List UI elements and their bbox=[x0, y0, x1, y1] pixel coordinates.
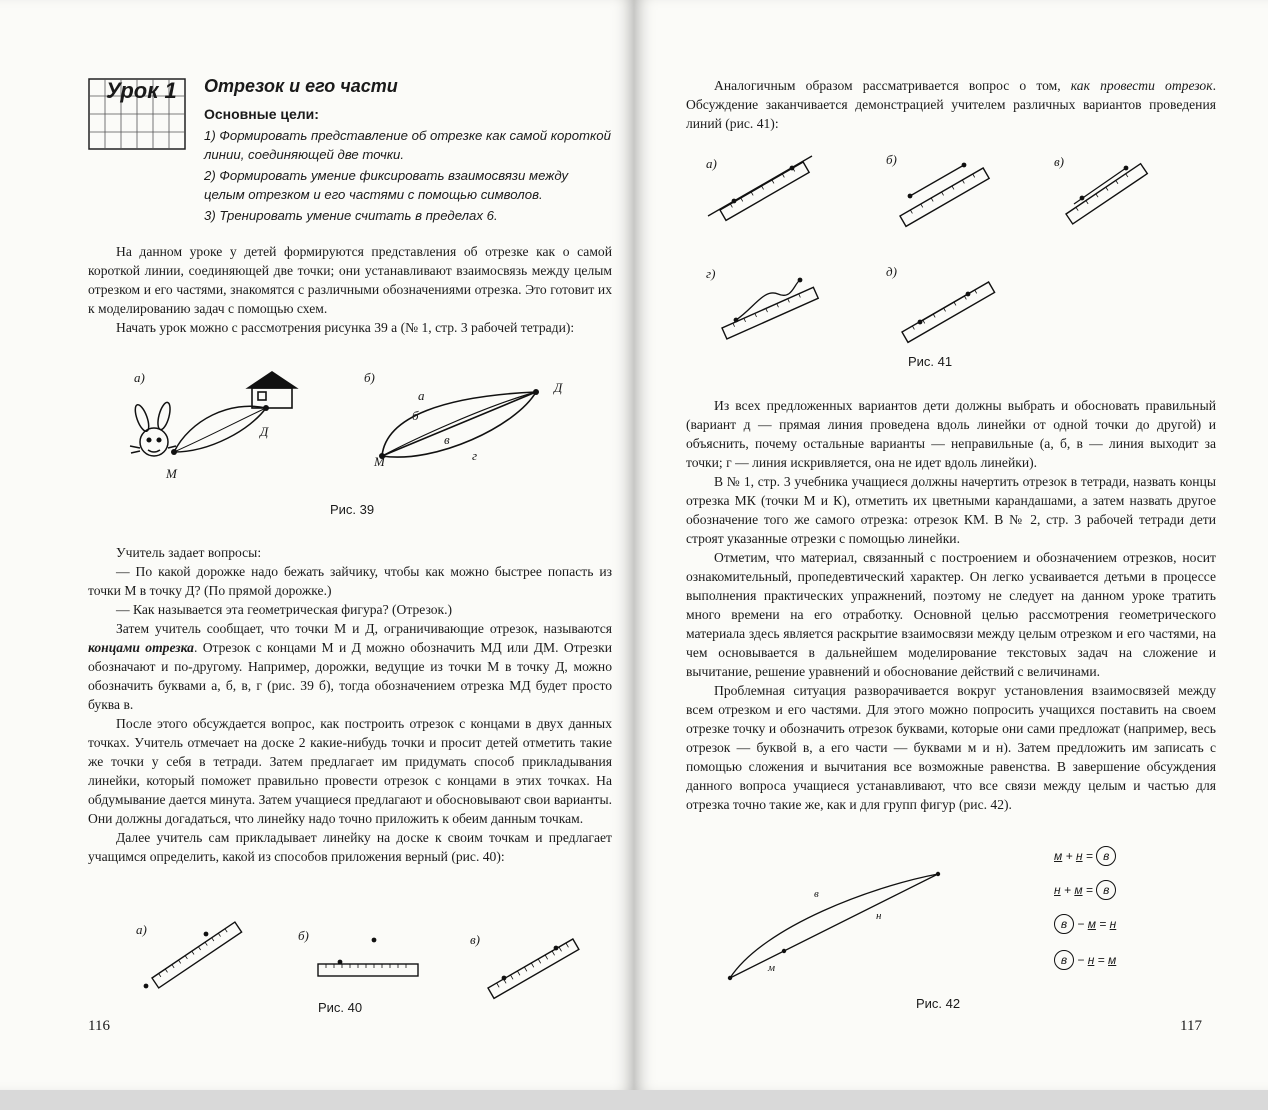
paragraph: Проблемная ситуация разворачивается вокруг установления взаимосвязей между всем отрезком и его частями. Для этого можно попросить учащихся поставить на своем отрезке точку и обозначить отрезок буквами, которые они сами предложат (например, весь отрезок — буквой в, а его части — буквами м и н). Затем предложить им записать с помощью сложения и вычитания все возможные равенства. В завершение обсуждения данного вопроса учащиеся устанавливают, что все связи между целым и частью для отрезка точно такие же, как и для групп фигур (рис. 42). bbox=[686, 683, 1216, 812]
goals-list bbox=[204, 126, 612, 227]
formula-row bbox=[1054, 846, 1116, 866]
formula-row bbox=[1054, 950, 1116, 970]
fig42-label-n: н bbox=[876, 910, 882, 922]
fig40-a-ruler bbox=[140, 914, 250, 994]
formula-op: + bbox=[1063, 883, 1071, 897]
goals-heading: Основные цели: bbox=[204, 106, 319, 122]
rabbit-icon bbox=[130, 401, 176, 456]
paragraph: В № 1, стр. 3 учебника учащиеся должны начертить отрезок в тетради, назвать концы отрезка МК (точки М и К), отметить их цветными карандашами, а затем назвать другое обозначение того же самого отрезка: отрезок КМ. В № 2, стр. 3 рабочей тетради дети строят указанные отрезки с помощью линейки. bbox=[686, 474, 1216, 546]
formula-eq: = bbox=[1097, 953, 1105, 967]
para4-start: Затем учитель сообщает, что точки М и Д, ограничивающие отрезок, называются bbox=[116, 621, 612, 636]
formula-whole-circle: в bbox=[1054, 950, 1074, 970]
paragraph: — По какой дорожке надо бежать зайчику, чтобы как можно быстрее попасть из точки М в точку Д? (По прямой дорожке.) bbox=[88, 564, 612, 598]
formula-left: н bbox=[1054, 883, 1061, 897]
fig41-g-ruler bbox=[714, 258, 824, 338]
fig41-caption: Рис. 41 bbox=[908, 354, 953, 369]
fig41-a-ruler bbox=[704, 146, 814, 222]
fig42-label-v: в bbox=[814, 888, 819, 900]
paragraph: Отметим, что материал, связанный с построением и обозначением отрезков, носит ознакомительный, пропедевтический характер. Он легко усваивается детьми в процессе выполнения практических упражнений, поэтому не следует на данном уроке тратить много времени на его отработку. Основной целью рассмотрения геометрического материала здесь является раскрытие взаимосвязи между целым отрезком и его частями, на чем основывается в дальнейшем моделирование текстовых задач на сложение и вычитание, решение уравнений и обоснование действий с величинами. bbox=[686, 550, 1216, 679]
para4-end: . Отрезок с концами М и Д можно обозначить МД или ДМ. Отрезки обозначают и по-другому. Например, дорожки, ведущие из точки М в точку Д, можно обозначить буквами а, б, в, г (рис. 39 б), тогда обозначением отрезка МД будет просто буква в. bbox=[88, 640, 612, 712]
formula-row bbox=[1054, 880, 1116, 900]
text-block-4 bbox=[686, 396, 1216, 814]
formula-row bbox=[1054, 914, 1116, 934]
fig41-label-g: г) bbox=[706, 266, 716, 281]
paragraph bbox=[686, 76, 1216, 133]
fig39-caption: Рис. 39 bbox=[330, 502, 375, 517]
formula-result-circle: в bbox=[1096, 846, 1116, 866]
paragraph: Далее учитель сам прикладывает линейку на доске к своим точкам и предлагает учащимся определить, какой из способов приложения верный (рис. 40): bbox=[88, 830, 612, 864]
text-block-2 bbox=[88, 543, 612, 866]
fig39-label-a: а) bbox=[134, 370, 145, 385]
paragraph: Учитель задает вопросы: bbox=[116, 545, 262, 560]
formula-eq: = bbox=[1085, 849, 1093, 863]
fig42-caption: Рис. 42 bbox=[916, 996, 961, 1011]
fig40-label-b: б) bbox=[298, 928, 309, 943]
paragraph: Начать урок можно с рассмотрения рисунка 39 а (№ 1, стр. 3 рабочей тетради): bbox=[116, 320, 575, 335]
fig42-label-m: м bbox=[768, 962, 776, 974]
formula-right: н bbox=[1087, 953, 1095, 967]
fig41-d-ruler bbox=[896, 262, 1006, 342]
para1-italic: как провести отрезок bbox=[1070, 78, 1213, 93]
fig42-segment-drawing bbox=[724, 866, 944, 986]
formula-right: н bbox=[1075, 849, 1083, 863]
goal-item: 1) Формировать представление об отрезке как самой короткой линии, соединяющей две точки. bbox=[204, 128, 611, 162]
fig39-b-point-m: М bbox=[374, 454, 385, 469]
para1-end: . Обсуждение заканчивается демонстрацией учителем различных вариантов проведения линий (рис. 41): bbox=[686, 78, 1216, 131]
formula-result: м bbox=[1108, 953, 1117, 967]
house-icon bbox=[248, 372, 296, 408]
fig39-path-b: б bbox=[412, 408, 419, 423]
fig41-label-d: д) bbox=[886, 264, 897, 279]
fig39-path-v: в bbox=[444, 432, 450, 447]
formula-op: − bbox=[1077, 917, 1085, 931]
fig40-b-ruler bbox=[312, 932, 422, 982]
para1-start: Аналогичным образом рассматривается вопрос о том, bbox=[714, 78, 1071, 93]
paragraph: После этого обсуждается вопрос, как построить отрезок с концами в двух данных точках. Учитель отмечает на доске 2 какие-нибудь точки и просит детей отметить такие же точки у себя в тетради. Затем предлагает им придумать способ прикладывания линейки, который поможет правильно провести отрезок с концами в этих точках. На обдумывание дается минута. Затем учащиеся предлагают и обосновывают свои варианты. Они должны догадаться, что линейку надо точно приложить к обеим данным точкам. bbox=[88, 716, 612, 826]
fig39-b-drawing bbox=[376, 386, 552, 470]
fig41-v-ruler bbox=[1060, 150, 1160, 226]
lesson-title: Отрезок и его части bbox=[204, 76, 398, 96]
fig41-label-a: а) bbox=[706, 156, 717, 171]
page-number-left: 116 bbox=[88, 1018, 110, 1034]
formula-right: м bbox=[1074, 883, 1083, 897]
fig40-caption: Рис. 40 bbox=[318, 1000, 363, 1015]
fig41-label-b: б) bbox=[886, 152, 897, 167]
term-segment-ends: концами отрезка bbox=[88, 640, 194, 655]
fig39-path-g: г bbox=[472, 448, 478, 463]
left-page bbox=[0, 0, 634, 1090]
fig39-a-point-m: М bbox=[166, 466, 177, 481]
paragraph: Из всех предложенных вариантов дети должны выбрать и обосновать правильный (вариант д — прямая линия проведена вдоль линейки от одной точки до другой) и объяснить, почему остальные варианты — неправильные (а, б, в — линия выходит за точки; г — линия искривляется, она не идет вдоль линейки). bbox=[686, 398, 1216, 470]
formula-right: м bbox=[1087, 917, 1096, 931]
fig40-label-v: в) bbox=[470, 932, 480, 947]
formula-eq: = bbox=[1085, 883, 1093, 897]
fig39-path-a: а bbox=[418, 388, 425, 403]
page-number-right: 117 bbox=[1180, 1018, 1202, 1034]
right-page bbox=[634, 0, 1268, 1090]
goal-item: 2) Формировать умение фиксировать взаимосвязи между целым отрезком и его частями с помощью символов. bbox=[204, 168, 569, 202]
formula-op: − bbox=[1077, 953, 1085, 967]
fig40-label-a: а) bbox=[136, 922, 147, 937]
formula-eq: = bbox=[1099, 917, 1107, 931]
fig39-a-drawing bbox=[130, 370, 310, 490]
fig39-b-point-d: Д bbox=[554, 380, 563, 395]
fig39-label-b: б) bbox=[364, 370, 375, 385]
paragraph: — Как называется эта геометрическая фигура? (Отрезок.) bbox=[116, 602, 453, 617]
formula-result: н bbox=[1109, 917, 1117, 931]
formula-result-circle: в bbox=[1096, 880, 1116, 900]
goal-item: 3) Тренировать умение считать в пределах 6. bbox=[204, 208, 498, 223]
formula-op: + bbox=[1065, 849, 1073, 863]
lesson-label: Урок 1 bbox=[106, 78, 177, 103]
text-block-3 bbox=[686, 76, 1216, 133]
formula-whole-circle: в bbox=[1054, 914, 1074, 934]
paragraph bbox=[88, 619, 612, 714]
paragraph: На данном уроке у детей формируются представления об отрезке как о самой короткой линии, соединяющей две точки; они устанавливают взаимосвязь между целым отрезком и его частями, знакомятся с различными обозначениями отрезка. Это готовит их к моделированию задач с помощью схем. bbox=[88, 244, 612, 316]
fig39-a-point-d: Д bbox=[260, 424, 269, 439]
fig41-label-v: в) bbox=[1054, 154, 1064, 169]
formula-left: м bbox=[1054, 849, 1063, 863]
fig41-b-ruler bbox=[890, 146, 1000, 222]
text-block-1 bbox=[88, 242, 612, 337]
fig40-v-ruler bbox=[482, 928, 582, 1000]
